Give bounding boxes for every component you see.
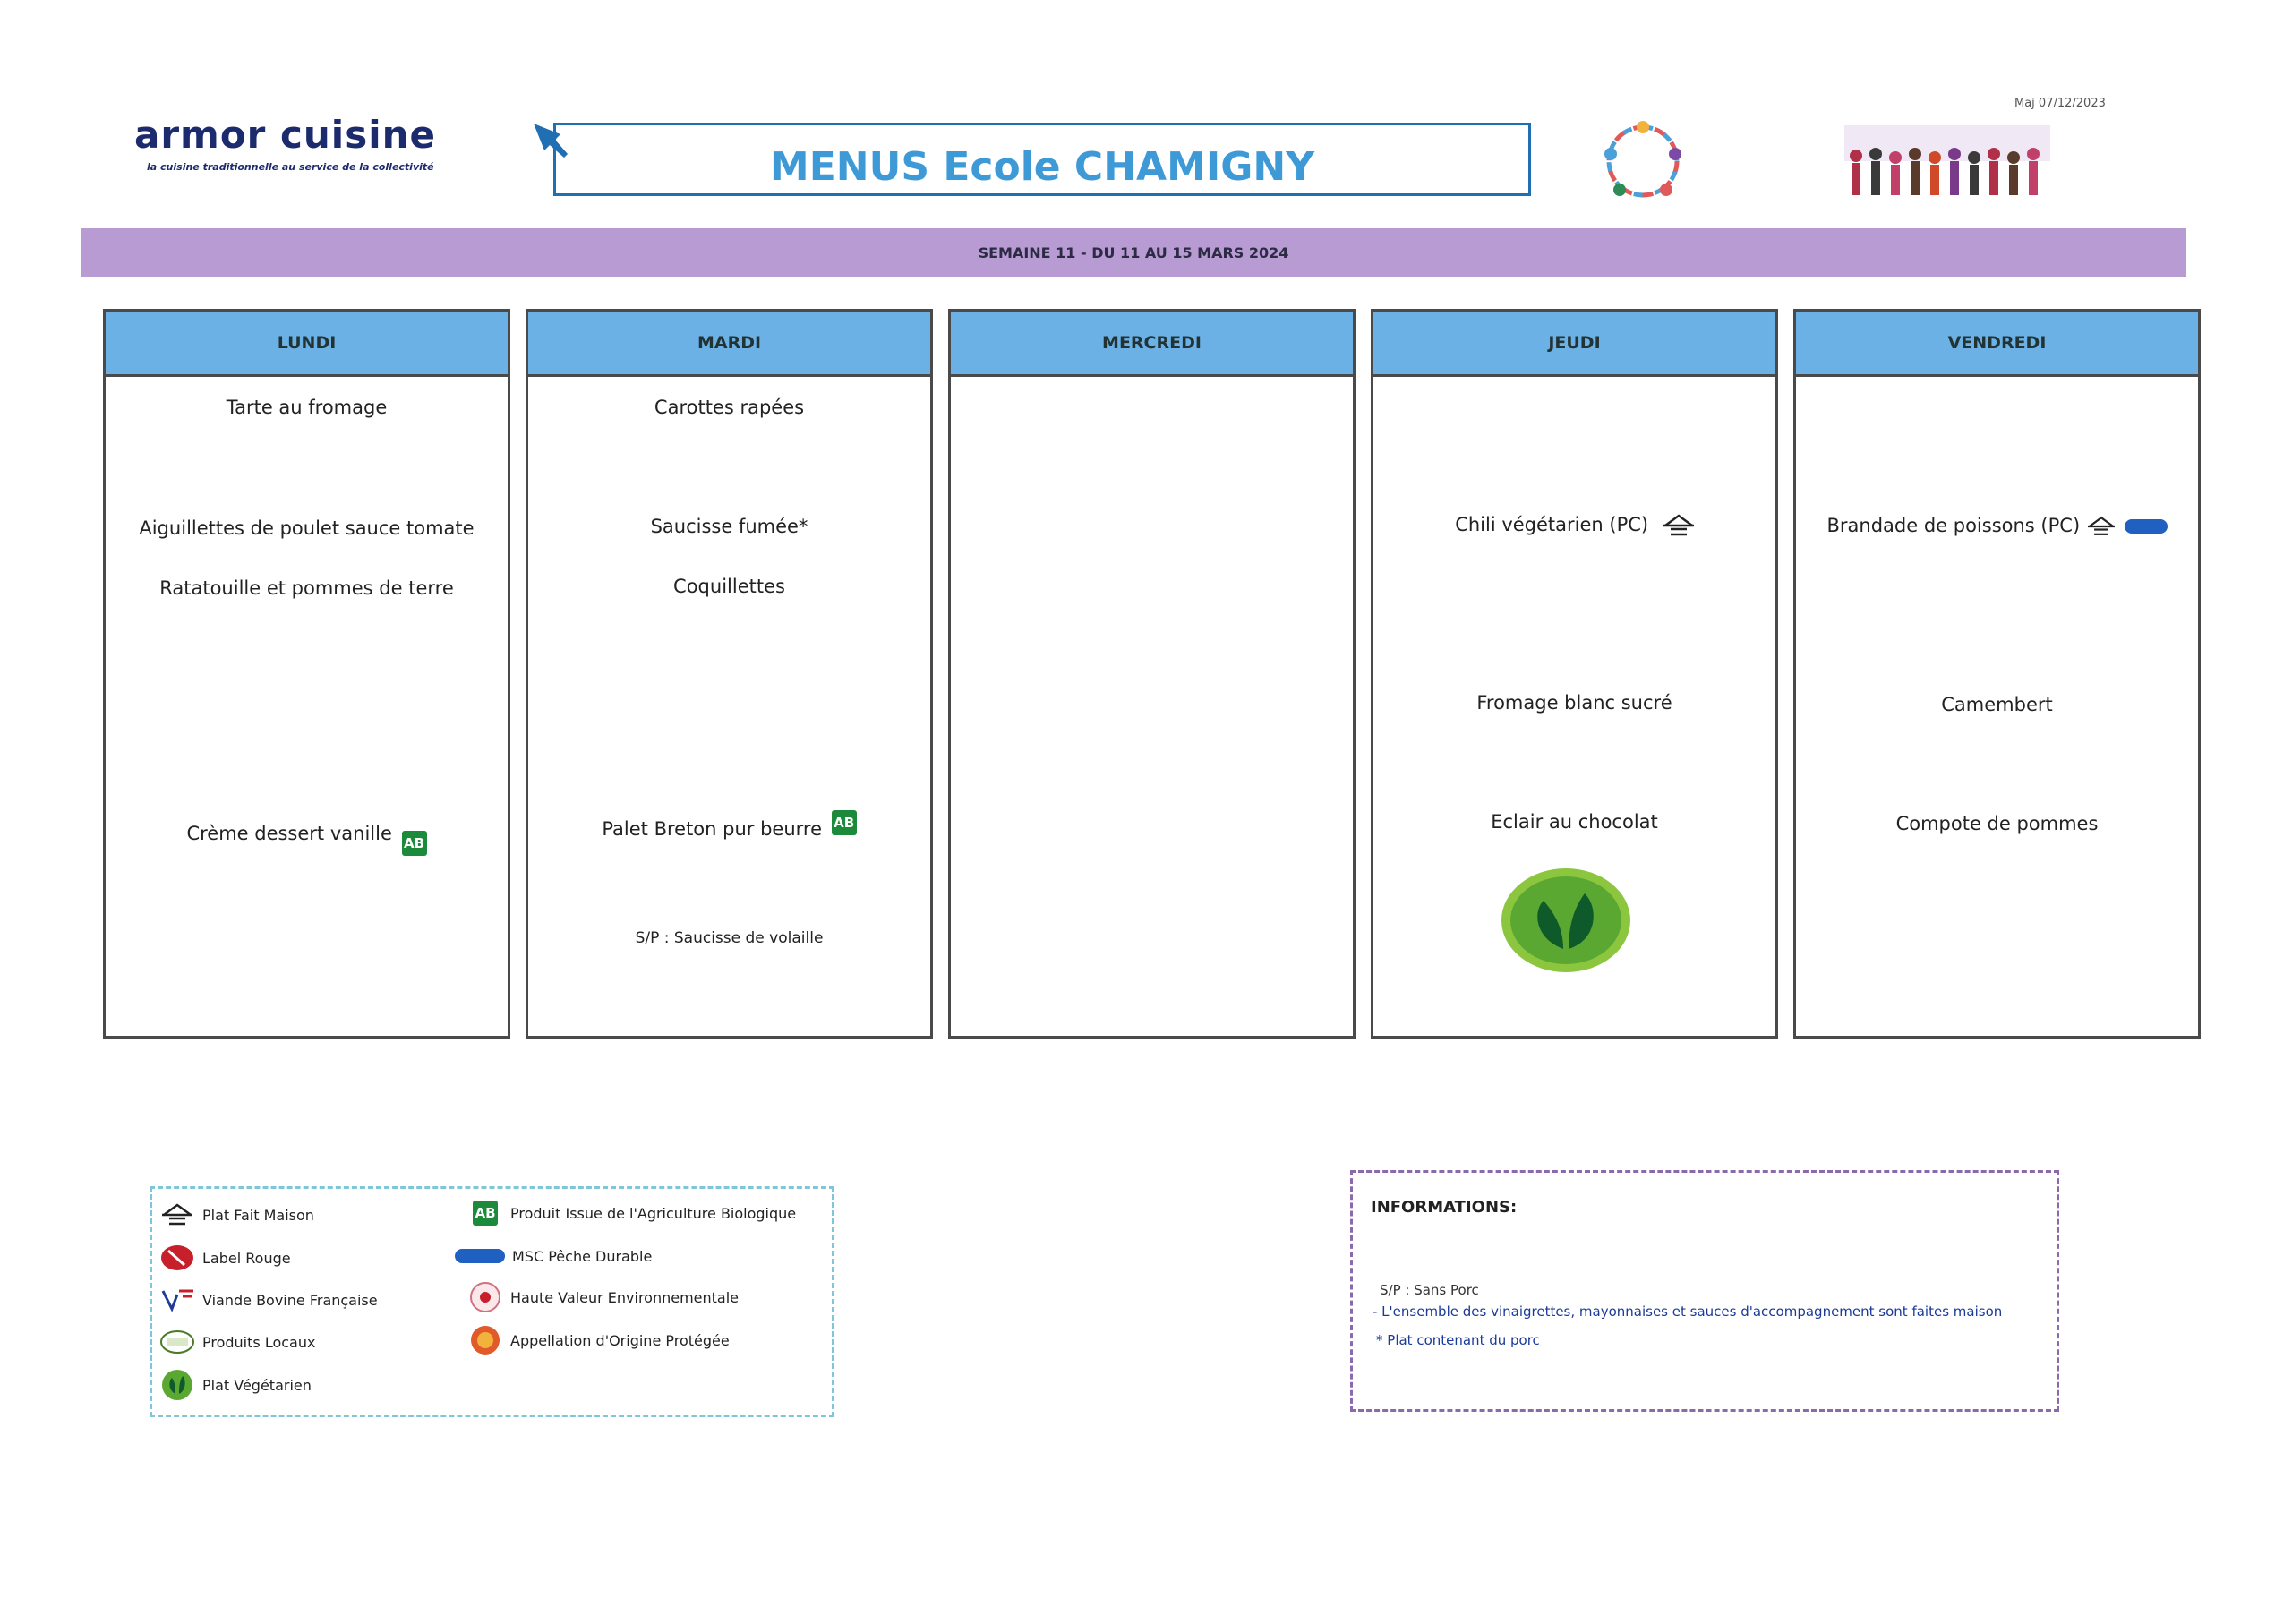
kids-circle-icon xyxy=(1589,115,1697,209)
legend-item xyxy=(158,1283,378,1317)
legend-label: Appellation d'Origine Protégée xyxy=(510,1331,730,1349)
legend-item xyxy=(158,1198,314,1232)
day-column-vendredi xyxy=(1793,309,2201,1039)
legend-item xyxy=(466,1280,739,1314)
viande-bovine-icon xyxy=(159,1286,195,1314)
brand-tagline: la cuisine traditionnelle au service de la collectivité xyxy=(147,161,434,173)
legend-item xyxy=(466,1196,796,1230)
vegetarian-leaf-icon xyxy=(159,1369,195,1401)
dish-label: Palet Breton pur beurre xyxy=(602,818,822,840)
dish-label: Chili végétarien (PC) xyxy=(1455,514,1649,535)
dish-item: Saucisse fumée* xyxy=(650,516,808,537)
title-box xyxy=(553,123,1531,196)
ab-icon: AB xyxy=(473,1201,498,1226)
day-header: JEUDI xyxy=(1373,312,1775,377)
legend-label: Produits Locaux xyxy=(202,1333,316,1351)
info-line: - L'ensemble des vinaigrettes, mayonnaises et sauces d'accompagnement sont faites maison xyxy=(1373,1303,2003,1320)
legend-item xyxy=(158,1325,315,1359)
dish-item-with-badge xyxy=(106,822,508,851)
update-date: Maj 07/12/2023 xyxy=(2014,97,2106,110)
dish-label: Crème dessert vanille xyxy=(186,823,392,844)
dish-item: Aiguillettes de poulet sauce tomate xyxy=(139,517,475,539)
dish-item: Fromage blanc sucré xyxy=(1476,692,1672,714)
dish-item: Compote de pommes xyxy=(1895,813,2099,834)
legend-item xyxy=(453,1239,652,1273)
vegetarian-leaf-icon xyxy=(1499,867,1633,974)
ab-icon: AB xyxy=(402,831,427,856)
msc-icon xyxy=(455,1249,505,1263)
day-header: LUNDI xyxy=(106,312,508,377)
legend-label: Produit Issue de l'Agriculture Biologique xyxy=(510,1204,797,1222)
dish-item: Carottes rapées xyxy=(654,397,805,418)
info-line: S/P : Sans Porc xyxy=(1380,1282,1479,1298)
dish-item: Coquillettes xyxy=(673,576,785,597)
brand-logo xyxy=(134,113,475,173)
dish-item: Tarte au fromage xyxy=(226,397,388,418)
house-icon xyxy=(2088,515,2115,538)
dish-item: Eclair au chocolat xyxy=(1491,811,1658,833)
day-header: VENDREDI xyxy=(1796,312,2198,377)
dish-item-with-badge xyxy=(1796,515,2198,538)
legend-item xyxy=(466,1323,730,1357)
day-header: MARDI xyxy=(528,312,930,377)
legend-label: Viande Bovine Française xyxy=(202,1291,378,1309)
dish-item-with-badge xyxy=(528,817,930,842)
page-title: MENUS Ecole CHAMIGNY xyxy=(769,144,1315,190)
day-column-mercredi xyxy=(948,309,1356,1039)
info-box xyxy=(1350,1170,2059,1412)
day-column-lundi xyxy=(103,309,510,1039)
produits-locaux-icon xyxy=(159,1328,195,1356)
house-icon xyxy=(162,1201,192,1228)
legend-item xyxy=(158,1368,312,1402)
day-header: MERCREDI xyxy=(951,312,1353,377)
dish-note: S/P : Saucisse de volaille xyxy=(635,929,824,947)
legend-label: Haute Valeur Environnementale xyxy=(510,1288,740,1306)
dish-label: Brandade de poissons (PC) xyxy=(1826,515,2081,536)
week-label: SEMAINE 11 - DU 11 AU 15 MARS 2024 xyxy=(978,244,1289,261)
msc-icon xyxy=(2125,519,2168,534)
ab-icon: AB xyxy=(832,810,857,835)
week-band xyxy=(81,228,2186,277)
info-line: * Plat contenant du porc xyxy=(1376,1332,1540,1348)
legend-label: Plat Végétarien xyxy=(202,1376,312,1394)
aop-icon xyxy=(467,1324,503,1356)
dish-item: Camembert xyxy=(1941,694,2053,715)
house-icon xyxy=(1663,513,1694,538)
label-rouge-icon xyxy=(159,1244,195,1272)
legend-label: MSC Pêche Durable xyxy=(512,1247,653,1265)
legend-label: Plat Fait Maison xyxy=(202,1206,314,1224)
legend-label: Label Rouge xyxy=(202,1249,291,1267)
legend-item xyxy=(158,1241,291,1275)
brand-name: armor cuisine xyxy=(134,113,436,157)
day-column-mardi xyxy=(526,309,933,1039)
day-column-jeudi xyxy=(1371,309,1778,1039)
info-title: INFORMATIONS: xyxy=(1371,1198,1518,1217)
legend-box xyxy=(150,1186,834,1417)
dish-item: Ratatouille et pommes de terre xyxy=(159,577,454,599)
kids-row-icon xyxy=(1844,125,2050,199)
dish-item-with-badge xyxy=(1373,513,1775,538)
hve-icon xyxy=(467,1281,503,1313)
